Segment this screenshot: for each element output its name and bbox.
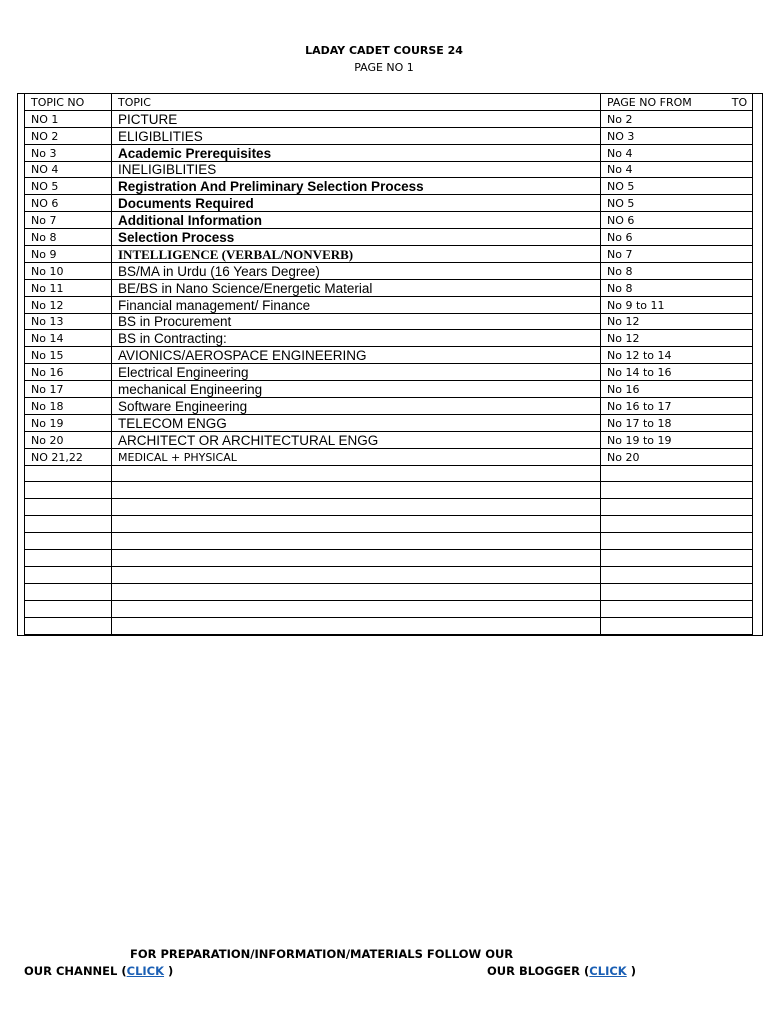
- page-cell: No 14 to 16: [601, 364, 753, 381]
- topic-no-cell: No 17: [25, 381, 112, 398]
- header-page-from: PAGE NO FROM: [607, 95, 692, 109]
- table-row: [25, 364, 753, 381]
- blogger-click-link[interactable]: CLICK: [589, 964, 627, 978]
- topic-cell: BS in Contracting:: [112, 330, 601, 347]
- channel-prefix: OUR CHANNEL (: [24, 964, 127, 978]
- topic-cell: [112, 482, 601, 499]
- page-cell: No 12 to 14: [601, 347, 753, 364]
- topic-no-cell: [25, 516, 112, 533]
- page-cell: No 4: [601, 161, 753, 178]
- topic-cell: ELIGIBLITIES: [112, 127, 601, 144]
- topic-cell: ARCHITECT OR ARCHITECTURAL ENGG: [112, 431, 601, 448]
- page-cell: [601, 533, 753, 550]
- topic-cell: TELECOM ENGG: [112, 414, 601, 431]
- page-cell: NO 5: [601, 178, 753, 195]
- topic-no-cell: NO 5: [25, 178, 112, 195]
- page-cell: No 4: [601, 144, 753, 161]
- table-row: [25, 110, 753, 127]
- topic-cell: BS in Procurement: [112, 313, 601, 330]
- page-cell: [601, 482, 753, 499]
- topic-no-cell: No 20: [25, 431, 112, 448]
- topic-cell: Documents Required: [112, 195, 601, 212]
- topic-no-cell: No 9: [25, 246, 112, 263]
- topic-no-cell: NO 2: [25, 127, 112, 144]
- table-row: [25, 296, 753, 313]
- topic-no-cell: No 16: [25, 364, 112, 381]
- page-cell: No 8: [601, 279, 753, 296]
- topic-cell: [112, 465, 601, 482]
- page-cell: No 20: [601, 448, 753, 465]
- table-row: [25, 330, 753, 347]
- topic-cell: [112, 617, 601, 634]
- page-cell: No 17 to 18: [601, 414, 753, 431]
- page-cell: No 9 to 11: [601, 296, 753, 313]
- table-row: [25, 448, 753, 465]
- topic-cell: PICTURE: [112, 110, 601, 127]
- topic-no-cell: No 12: [25, 296, 112, 313]
- topic-cell: Financial management/ Finance: [112, 296, 601, 313]
- topic-no-cell: [25, 617, 112, 634]
- table-row: [25, 212, 753, 229]
- topic-no-cell: No 18: [25, 398, 112, 415]
- page-cell: No 12: [601, 330, 753, 347]
- table-row: [25, 482, 753, 499]
- table-row: [25, 127, 753, 144]
- topic-cell: Academic Prerequisites: [112, 144, 601, 161]
- topic-cell: BS/MA in Urdu (16 Years Degree): [112, 262, 601, 279]
- footer-follow-text: FOR PREPARATION/INFORMATION/MATERIALS FOLLOW OUR: [130, 947, 514, 961]
- topic-cell: AVIONICS/AEROSPACE ENGINEERING: [112, 347, 601, 364]
- table-row: [25, 398, 753, 415]
- page-cell: [601, 617, 753, 634]
- table-row: [25, 229, 753, 246]
- table-row: [25, 414, 753, 431]
- page-cell: NO 3: [601, 127, 753, 144]
- table-row: [25, 347, 753, 364]
- topic-cell: [112, 499, 601, 516]
- table-row: [25, 516, 753, 533]
- page-cell: [601, 465, 753, 482]
- topic-cell: INTELLIGENCE (VERBAL/NONVERB): [112, 246, 601, 263]
- page-cell: No 2: [601, 110, 753, 127]
- header-topic-no: TOPIC NO: [25, 94, 112, 111]
- topic-no-cell: [25, 566, 112, 583]
- page-cell: No 19 to 19: [601, 431, 753, 448]
- blogger-suffix: ): [626, 964, 636, 978]
- footer-blogger: [487, 964, 636, 978]
- topic-cell: Selection Process: [112, 229, 601, 246]
- table-row: [25, 566, 753, 583]
- table-header-row: [25, 94, 753, 111]
- topic-no-cell: No 3: [25, 144, 112, 161]
- page-cell: NO 6: [601, 212, 753, 229]
- table-row: [25, 465, 753, 482]
- channel-click-link[interactable]: CLICK: [126, 964, 165, 978]
- table-row: [25, 600, 753, 617]
- topic-cell: [112, 583, 601, 600]
- topic-cell: BE/BS in Nano Science/Energetic Material: [112, 279, 601, 296]
- page-cell: No 12: [601, 313, 753, 330]
- channel-suffix: ): [164, 964, 174, 978]
- topic-no-cell: [25, 600, 112, 617]
- topic-no-cell: No 14: [25, 330, 112, 347]
- table-row: [25, 499, 753, 516]
- topic-no-cell: No 7: [25, 212, 112, 229]
- topic-no-cell: No 10: [25, 262, 112, 279]
- table-row: [25, 583, 753, 600]
- blogger-prefix: OUR BLOGGER (: [487, 964, 590, 978]
- topic-cell: [112, 516, 601, 533]
- table-row: [25, 617, 753, 634]
- topic-no-cell: NO 4: [25, 161, 112, 178]
- topic-cell: [112, 533, 601, 550]
- contents-table: [24, 93, 753, 635]
- topic-cell: Additional Information: [112, 212, 601, 229]
- page-cell: No 7: [601, 246, 753, 263]
- table-row: [25, 262, 753, 279]
- topic-cell: Electrical Engineering: [112, 364, 601, 381]
- topic-cell: [112, 566, 601, 583]
- page-cell: No 16 to 17: [601, 398, 753, 415]
- topic-no-cell: [25, 550, 112, 567]
- page-cell: [601, 600, 753, 617]
- topic-cell: [112, 550, 601, 567]
- topic-no-cell: [25, 533, 112, 550]
- page-cell: [601, 550, 753, 567]
- topic-no-cell: NO 6: [25, 195, 112, 212]
- topic-no-cell: [25, 465, 112, 482]
- topic-no-cell: [25, 499, 112, 516]
- page-cell: [601, 499, 753, 516]
- topic-no-cell: [25, 583, 112, 600]
- table-row: [25, 533, 753, 550]
- footer-channel: [24, 964, 173, 978]
- topic-no-cell: NO 21,22: [25, 448, 112, 465]
- page-cell: [601, 516, 753, 533]
- document-title: LADAY CADET COURSE 24: [305, 44, 463, 57]
- page-cell: [601, 566, 753, 583]
- header-page-to: TO: [731, 95, 748, 109]
- table-row: [25, 161, 753, 178]
- topic-cell: [112, 600, 601, 617]
- topic-no-cell: No 13: [25, 313, 112, 330]
- table-row: [25, 381, 753, 398]
- page-cell: NO 5: [601, 195, 753, 212]
- table-row: [25, 144, 753, 161]
- topic-no-cell: [25, 482, 112, 499]
- table-row: [25, 550, 753, 567]
- topic-cell: Registration And Preliminary Selection Process: [112, 178, 601, 195]
- topic-cell: MEDICAL + PHYSICAL: [112, 448, 601, 465]
- topic-no-cell: No 15: [25, 347, 112, 364]
- table-row: [25, 246, 753, 263]
- topic-no-cell: No 19: [25, 414, 112, 431]
- topic-no-cell: NO 1: [25, 110, 112, 127]
- page-cell: No 16: [601, 381, 753, 398]
- page-cell: [601, 583, 753, 600]
- table-row: [25, 431, 753, 448]
- page-cell: No 8: [601, 262, 753, 279]
- table-row: [25, 195, 753, 212]
- topic-cell: Software Engineering: [112, 398, 601, 415]
- page-number: PAGE NO 1: [354, 61, 414, 74]
- table-row: [25, 279, 753, 296]
- header-topic: TOPIC: [112, 94, 601, 111]
- topic-cell: mechanical Engineering: [112, 381, 601, 398]
- page-cell: No 6: [601, 229, 753, 246]
- topic-cell: INELIGIBLITIES: [112, 161, 601, 178]
- table-row: [25, 313, 753, 330]
- topic-no-cell: No 11: [25, 279, 112, 296]
- topic-no-cell: No 8: [25, 229, 112, 246]
- table-row: [25, 178, 753, 195]
- header-page-range: [601, 94, 753, 111]
